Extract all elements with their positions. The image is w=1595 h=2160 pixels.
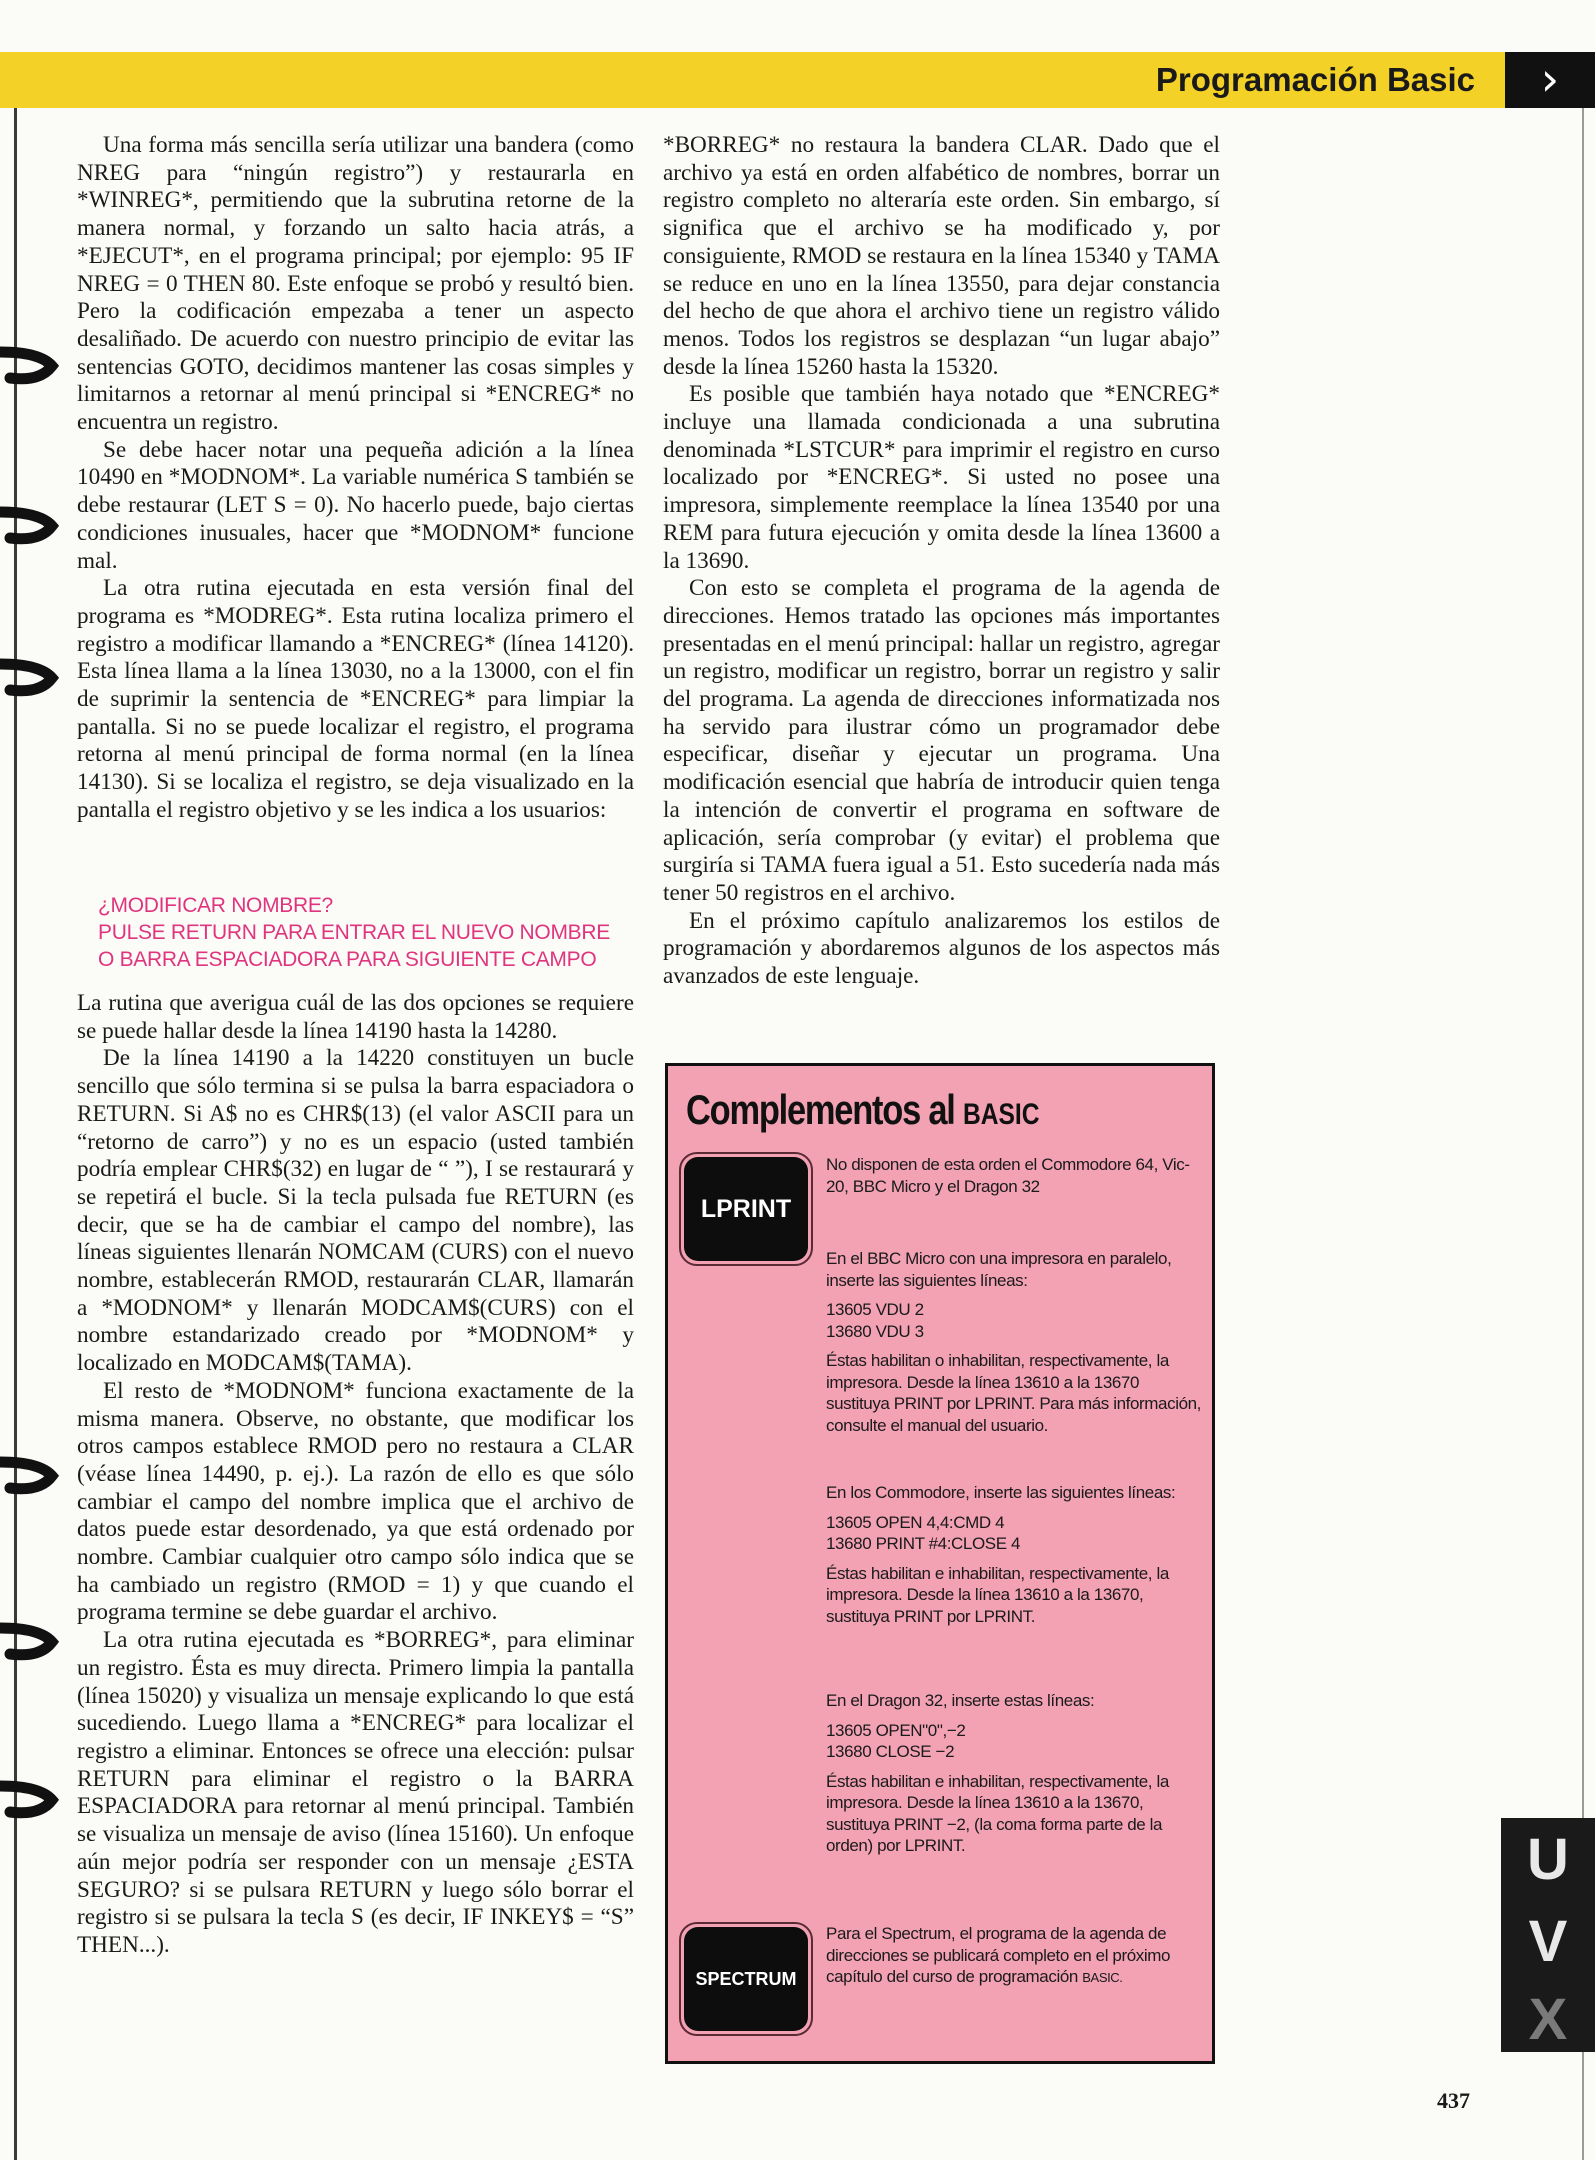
page-number: 437 [1437, 2088, 1470, 2113]
spectrum-note-basic: BASIC. [1082, 1970, 1123, 1985]
paragraph: Una forma más sencilla sería utilizar una bandera (como NREG para “ningún registro”) y restaurarla en *WINREG*, permitiendo que la subrutina retorne de la manera normal, y forzando un salto hacia atrás, a *EJECUT*, en el programa principal; por ejemplo: 95 IF NREG = 0 THEN 80. Este enfoque se probó y resultó bien. Pero la codificación empezaba a tener un aspecto desaliñado. De acuerdo con nuestro principio de evitar las sentencias GOTO, decidimos mantener las cosas simples y limitarnos a retornar al menú principal si *ENCREG* no encuentra un registro. [77, 132, 634, 436]
binding-ring [0, 1786, 52, 1813]
commodore-section [826, 1482, 1206, 1627]
paragraph: Es posible que también haya notado que *ENCREG* incluye una llamada condicionada a una subrutina denominada *LSTCUR* para imprimir el registro en curso localizado por *ENCREG*. Si usted no posee una impresora, simplemente reemplace la línea 13540 por una REM para futura ejecución y omita desde la línea 13600 a la 13690. [663, 381, 1220, 574]
section-title: Programación Basic [1155, 61, 1475, 98]
lprint-label: LPRINT [684, 1157, 808, 1261]
dragon-intro: En el Dragon 32, inserte estas líneas: [826, 1691, 1095, 1710]
dragon-code: 13605 OPEN"0",−2 13680 CLOSE −2 [826, 1720, 966, 1761]
dragon-note: Éstas habilitan e inhabilitan, respectivamente, la impresora. Desde la línea 13610 a la 13670, sustituya PRINT −2, (la coma forma parte de la orden) por LPRINT. [826, 1771, 1169, 1855]
binding-ring [0, 512, 52, 539]
spiral-binding [0, 0, 70, 2160]
paragraph: La rutina que averigua cuál de las dos opciones se requiere se puede hallar desde la línea 14190 hasta la 14280. [77, 990, 634, 1044]
chevron-right-icon: › [1505, 52, 1595, 108]
screen-prompt-code [98, 892, 610, 973]
code-line: O BARRA ESPACIADORA PARA SIGUIENTE CAMPO [98, 948, 597, 971]
paragraph: La otra rutina ejecutada es *BORREG*, para eliminar un registro. Ésta es muy directa. Primero limpia la pantalla (línea 15020) y visualiza un mensaje explicando lo que está sucediendo. Luego llama a *ENCREG* para localizar el registro a eliminar. Entonces se ofrece una elección: pulsar RETURN para eliminar el registro o la BARRA ESPACIADORA para retornar al menú principal. También se visualiza un mensaje de aviso (línea 15160). Un enfoque aún mejor podría ser responder con un mensaje ¿ESTA SEGURO? si se pulsara RETURN y luego sólo borrar el registro si se pulsara la tecla S (es decir, IF INKEY$ = “S” THEN...). [77, 1627, 634, 1958]
index-tabs [1501, 1818, 1595, 2052]
commodore-note: Éstas habilitan e inhabilitan, respectivamente, la impresora. Desde la línea 13610 a la 13670, sustituya PRINT por LPRINT. [826, 1563, 1169, 1626]
left-column-top [77, 132, 634, 825]
binding-ring [0, 1628, 52, 1655]
spectrum-note: Para el Spectrum, el programa de la agenda de direcciones se publicará completo en el próximo capítulo del curso de programación [826, 1924, 1171, 1986]
box-title-small: BASIC [962, 1098, 1040, 1131]
paragraph: De la línea 14190 a la 14220 constituyen un bucle sencillo que sólo termina si se pulsa la barra espaciadora o RETURN. Si A$ no es CHR$(13) (el valor ASCII para un “retorno de carro”) y no es un espacio (usted también podría emplear CHR$(32) en lugar de “ ”), I se restaurará y se repetirá el bucle. Si la tecla pulsada fue RETURN (es decir, que se ha de cambiar el campo del nombre), las líneas siguientes llenarán NOMCAM (CURS) con el nuevo nombre, establecerán RMOD, restaurarán CLAR, llamarán a *MODNOM* y llenarán MODCAM$(CURS) con el nombre estandarizado creado por *MODNOM* y localizado en MODCAM$(TAMA). [77, 1045, 634, 1377]
lprint-note [826, 1154, 1206, 1197]
left-column-bottom [77, 990, 634, 1960]
index-tab-v[interactable]: V [1528, 1909, 1568, 1974]
spectrum-label: SPECTRUM [684, 1927, 808, 2031]
dragon-section [826, 1690, 1206, 1857]
code-line: PULSE RETURN PARA ENTRAR EL NUEVO NOMBRE [98, 921, 610, 944]
basic-complements-box [665, 1063, 1215, 2064]
paragraph: La otra rutina ejecutada en esta versión final del programa es *MODREG*. Esta rutina localiza primero el registro a modificar llamando a *ENCREG* (línea 14120). Esta línea llama a la línea 13030, no a la 13000, con el fin de suprimir la sentencia de *ENCREG* para limpiar la pantalla. Si no se puede localizar el registro, el programa retorna al menú principal de forma normal (en la línea 14130). Si se localiza el registro, se deja visualizado en la pantalla el registro objetivo y se les indica a los usuarios: [77, 575, 634, 823]
paragraph: Con esto se completa el programa de la agenda de direcciones. Hemos tratado las opciones más importantes presentadas en el menú principal: hallar un registro, agregar un registro, modificar un registro, borrar un registro y salir del programa. La agenda de direcciones informatizada nos ha servido para ilustrar cómo un programador debe especificar, diseñar y ejecutar un programa. Una modificación esencial que habría de introducir quien tenga la intención de convertir el programa en software de aplicación, sería comprobar (y evitar) el problema que surgiría si TAMA fuera igual a 51. Esto sucedería nada más tener 50 registros en el archivo. [663, 575, 1220, 906]
spectrum-monitor-icon [679, 1922, 813, 2036]
paragraph: Se debe hacer notar una pequeña adición a la línea 10490 en *MODNOM*. La variable numérica S también se debe restaurar (LET S = 0). No hacerlo puede, bajo ciertas condiciones inusuales, hacer que *MODNOM* funcione mal. [77, 436, 634, 574]
box-title-main: Complementos al [686, 1086, 955, 1133]
binding-ring [0, 664, 52, 691]
commodore-code: 13605 OPEN 4,4:CMD 4 13680 PRINT #4:CLOSE 4 [826, 1512, 1021, 1553]
right-column [663, 132, 1220, 991]
bbc-intro: En el BBC Micro con una impresora en paralelo, inserte las siguientes líneas: [826, 1249, 1172, 1290]
bbc-code: 13605 VDU 2 13680 VDU 3 [826, 1300, 924, 1341]
binding-ring [0, 1462, 52, 1489]
index-tab-x[interactable]: X [1528, 1987, 1568, 2052]
spectrum-section [826, 1923, 1206, 1989]
code-line: ¿MODIFICAR NOMBRE? [98, 894, 333, 917]
note-text: No disponen de esta orden el Commodore 64, Vic-20, BBC Micro y el Dragon 32 [826, 1155, 1190, 1196]
box-title [686, 1086, 1039, 1134]
paragraph: El resto de *MODNOM* funciona exactamente de la misma manera. Observe, no obstante, que modificar los otros campos establece RMOD pero no restaura a CLAR (véase línea 14490, p. ej.). La razón de ello es que sólo cambiar el campo del nombre implica que el archivo de datos puede estar desordenado, ya que está ordenado por nombre. Cambiar cualquier otro campo sólo indica que se ha cambiado un registro (RMOD = 1) y que cuando el programa termine se debe guardar el archivo. [77, 1377, 634, 1626]
commodore-intro: En los Commodore, inserte las siguientes líneas: [826, 1483, 1176, 1502]
lprint-monitor-icon [679, 1152, 813, 1266]
bbc-section [826, 1248, 1206, 1436]
index-tab-u[interactable]: U [1527, 1827, 1569, 1892]
bbc-note: Éstas habilitan o inhabilitan, respectivamente, la impresora. Desde la línea 13610 a la 13670 sustituya PRINT por LPRINT. Para más información, consulte el manual del usuario. [826, 1351, 1202, 1435]
paragraph: *BORREG* no restaura la bandera CLAR. Dado que el archivo ya está en orden alfabético de nombres, borrar un registro completo no alteraría este orden. Sin embargo, sí significa que el archivo se ha modificado y, por consiguiente, RMOD se restaura en la línea 15340 y TAMA se reduce en uno en la línea 13550, para dejar constancia del hecho de que ahora el archivo tiene un registro válido menos. Todos los registros se desplazan “un lugar abajo” desde la línea 15260 hasta la 15320. [663, 132, 1220, 380]
paragraph: En el próximo capítulo analizaremos los estilos de programación y abordaremos algunos de los aspectos más avanzados de este lenguaje. [663, 907, 1220, 990]
binding-ring [0, 352, 52, 379]
